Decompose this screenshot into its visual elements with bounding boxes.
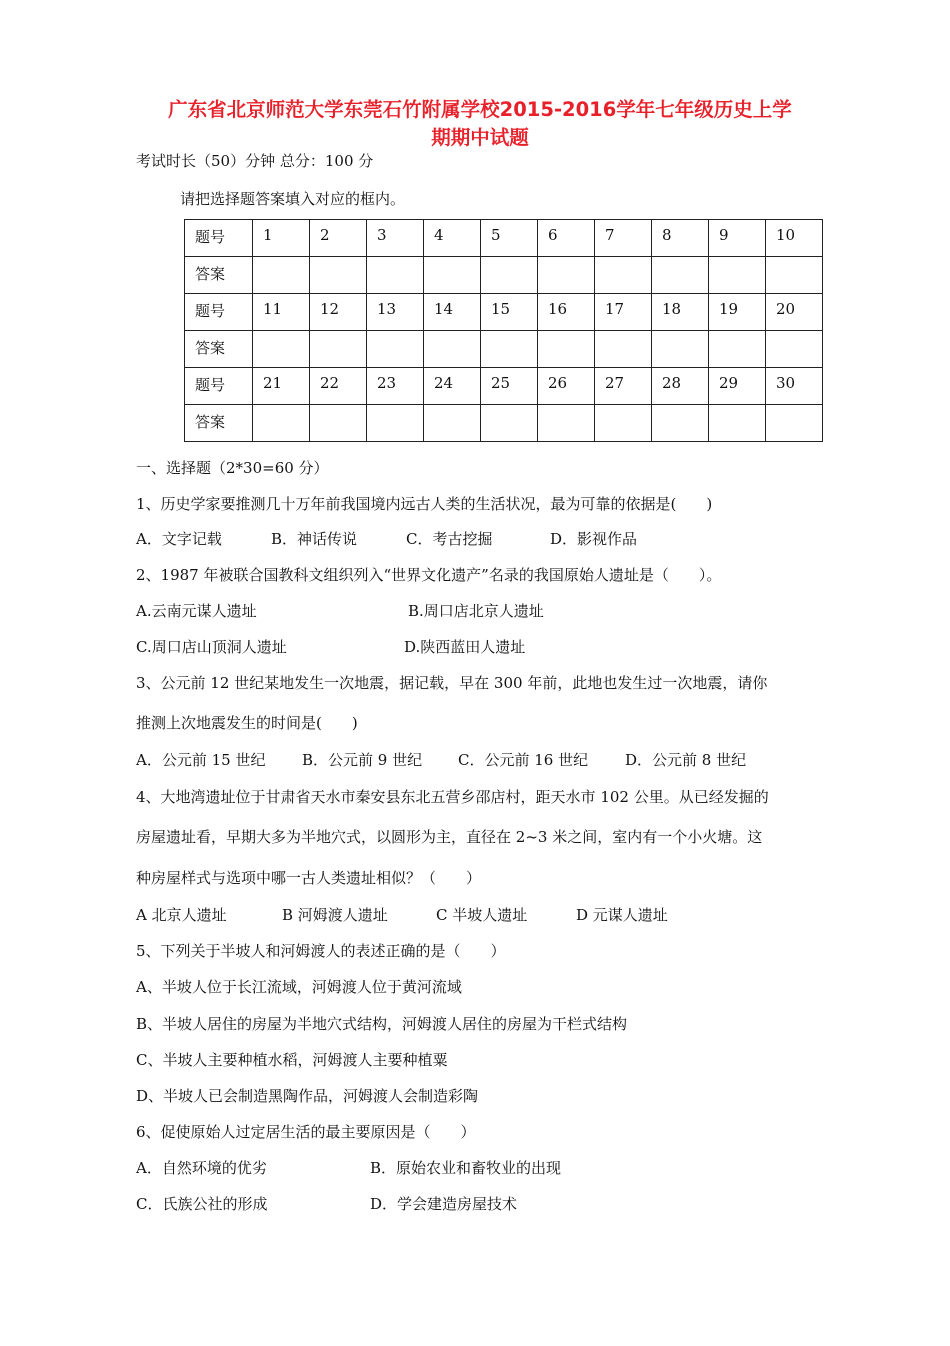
instruction: 请把选择题答案填入对应的框内。: [180, 190, 406, 208]
table-row: [185, 405, 823, 442]
answer-cell[interactable]: [424, 405, 481, 442]
question-number-cell: 3: [367, 220, 424, 257]
answer-label: 答案: [185, 257, 253, 294]
question-number-cell: 11: [253, 294, 310, 331]
question-number-cell: 14: [424, 294, 481, 331]
question-number-cell: 10: [766, 220, 823, 257]
option-d: D．影视作品: [550, 530, 638, 548]
title-line-2: 期期中试题: [431, 126, 529, 149]
question-number-cell: 28: [652, 368, 709, 405]
answer-table: [184, 219, 823, 442]
answer-cell[interactable]: [709, 257, 766, 294]
answer-cell[interactable]: [367, 257, 424, 294]
question-number-label: 题号: [185, 220, 253, 257]
question-3-stem-line1: 3、公元前 12 世纪某地发生一次地震，据记载，早在 300 年前，此地也发生过一次地震，请你: [136, 674, 768, 692]
answer-label: 答案: [185, 331, 253, 368]
option-a: A．自然环境的优劣: [136, 1159, 267, 1177]
answer-cell[interactable]: [595, 331, 652, 368]
question-number-cell: 20: [766, 294, 823, 331]
option-c: C．考古挖掘: [406, 530, 493, 548]
document-title: [120, 96, 840, 152]
option-c: C．公元前 16 世纪: [458, 751, 589, 769]
question-number-cell: 24: [424, 368, 481, 405]
answer-cell[interactable]: [481, 405, 538, 442]
answer-cell[interactable]: [538, 331, 595, 368]
answer-cell[interactable]: [310, 257, 367, 294]
question-5-stem: 5、下列关于半坡人和河姆渡人的表述正确的是（ ）: [136, 942, 506, 960]
question-6-stem: 6、促使原始人过定居生活的最主要原因是（ ）: [136, 1123, 476, 1141]
answer-cell[interactable]: [538, 405, 595, 442]
question-number-cell: 21: [253, 368, 310, 405]
question-2-stem: 2、1987 年被联合国教科文组织列入“世界文化遗产”名录的我国原始人遗址是（ ）。: [136, 566, 722, 584]
question-number-cell: 27: [595, 368, 652, 405]
question-3-stem-line2: 推测上次地震发生的时间是( ): [136, 714, 358, 732]
question-number-cell: 12: [310, 294, 367, 331]
answer-cell[interactable]: [424, 257, 481, 294]
question-number-cell: 7: [595, 220, 652, 257]
table-row: [185, 220, 823, 257]
table-row: [185, 257, 823, 294]
option-c: C 半坡人遗址: [436, 906, 528, 924]
question-number-label: 题号: [185, 294, 253, 331]
option-a: A 北京人遗址: [136, 906, 227, 924]
answer-cell[interactable]: [595, 405, 652, 442]
question-number-cell: 22: [310, 368, 367, 405]
table-row: [185, 294, 823, 331]
answer-cell[interactable]: [538, 257, 595, 294]
answer-cell[interactable]: [253, 405, 310, 442]
question-4-stem-line3: 种房屋样式与选项中哪一古人类遗址相似？（ ）: [136, 869, 482, 887]
answer-cell[interactable]: [652, 405, 709, 442]
answer-cell[interactable]: [424, 331, 481, 368]
answer-cell[interactable]: [367, 331, 424, 368]
question-3-options: [136, 749, 746, 770]
answer-label: 答案: [185, 405, 253, 442]
option-c: C.周口店山顶洞人遗址: [136, 638, 287, 656]
option-a: A.云南元谋人遗址: [136, 602, 257, 620]
question-number-cell: 6: [538, 220, 595, 257]
option-d: D．学会建造房屋技术: [370, 1195, 518, 1213]
question-number-cell: 13: [367, 294, 424, 331]
question-number-label: 题号: [185, 368, 253, 405]
question-4-stem-line2: 房屋遗址看，早期大多为半地穴式，以圆形为主，直径在 2~3 米之间，室内有一个小火塘。这: [136, 828, 763, 846]
answer-cell[interactable]: [481, 331, 538, 368]
answer-cell[interactable]: [481, 257, 538, 294]
question-number-cell: 18: [652, 294, 709, 331]
option-b: B．原始农业和畜牧业的出现: [370, 1159, 562, 1177]
question-number-cell: 9: [709, 220, 766, 257]
question-number-cell: 1: [253, 220, 310, 257]
question-1-options: [136, 528, 637, 549]
exam-info: 考试时长（50）分钟 总分：100 分: [136, 152, 374, 170]
answer-cell[interactable]: [310, 405, 367, 442]
question-number-cell: 2: [310, 220, 367, 257]
section-title: 一、选择题（2*30=60 分）: [136, 459, 329, 477]
answer-cell[interactable]: [253, 257, 310, 294]
question-4-stem-line1: 4、大地湾遗址位于甘肃省天水市秦安县东北五营乡邵店村，距天水市 102 公里。从已经发掘的: [136, 788, 769, 806]
option-d: D.陕西蓝田人遗址: [404, 638, 526, 656]
question-2-options-row1: [136, 600, 544, 621]
option-b: B 河姆渡人遗址: [282, 906, 388, 924]
question-4-options: [136, 904, 668, 925]
question-5-option-b: B、半坡人居住的房屋为半地穴式结构，河姆渡人居住的房屋为干栏式结构: [136, 1015, 628, 1033]
question-6-options-row1: [136, 1157, 561, 1178]
answer-cell[interactable]: [766, 331, 823, 368]
question-number-cell: 29: [709, 368, 766, 405]
question-5-option-c: C、半坡人主要种植水稻，河姆渡人主要种植粟: [136, 1051, 448, 1069]
question-number-cell: 26: [538, 368, 595, 405]
answer-cell[interactable]: [709, 331, 766, 368]
option-b: B．公元前 9 世纪: [302, 751, 423, 769]
answer-cell[interactable]: [652, 331, 709, 368]
question-6-options-row2: [136, 1193, 517, 1214]
question-number-cell: 25: [481, 368, 538, 405]
question-number-cell: 30: [766, 368, 823, 405]
question-1-stem: 1、历史学家要推测几十万年前我国境内远古人类的生活状况，最为可靠的依据是( ): [136, 495, 713, 513]
answer-cell[interactable]: [709, 405, 766, 442]
option-a: A．文字记载: [136, 530, 222, 548]
question-5-option-a: A、半坡人位于长江流域，河姆渡人位于黄河流域: [136, 978, 462, 996]
answer-cell[interactable]: [766, 257, 823, 294]
question-number-cell: 17: [595, 294, 652, 331]
table-row: [185, 368, 823, 405]
answer-cell[interactable]: [652, 257, 709, 294]
question-number-cell: 16: [538, 294, 595, 331]
answer-cell[interactable]: [310, 331, 367, 368]
answer-cell[interactable]: [595, 257, 652, 294]
question-number-cell: 5: [481, 220, 538, 257]
option-d: D．公元前 8 世纪: [625, 751, 747, 769]
title-line-1: 广东省北京师范大学东莞石竹附属学校2015-2016学年七年级历史上学: [168, 98, 792, 121]
option-d: D 元谋人遗址: [576, 906, 668, 924]
question-number-cell: 8: [652, 220, 709, 257]
answer-cell[interactable]: [253, 331, 310, 368]
table-row: [185, 331, 823, 368]
answer-cell[interactable]: [766, 405, 823, 442]
question-2-options-row2: [136, 636, 525, 657]
question-number-cell: 23: [367, 368, 424, 405]
question-number-cell: 19: [709, 294, 766, 331]
option-c: C．氏族公社的形成: [136, 1195, 268, 1213]
question-number-cell: 4: [424, 220, 481, 257]
question-number-cell: 15: [481, 294, 538, 331]
option-b: B.周口店北京人遗址: [408, 602, 544, 620]
option-a: A．公元前 15 世纪: [136, 751, 266, 769]
question-5-option-d: D、半坡人已会制造黑陶作品，河姆渡人会制造彩陶: [136, 1087, 479, 1105]
answer-cell[interactable]: [367, 405, 424, 442]
option-b: B．神话传说: [271, 530, 358, 548]
